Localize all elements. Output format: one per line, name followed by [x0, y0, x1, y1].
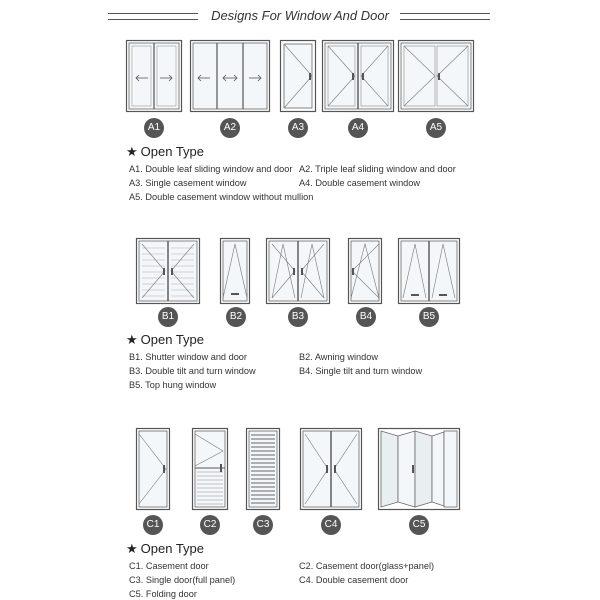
desc-a4: A4. Double casement window: [299, 178, 421, 188]
open-type-heading-c: [126, 541, 204, 557]
badge-b3: B3: [288, 307, 308, 327]
badge-c3: C3: [253, 515, 273, 535]
desc-c3: C3. Single door(full panel): [129, 575, 236, 585]
page-title-text: Designs For Window And Door: [203, 8, 397, 23]
diagram-a5-double-casement-no-mullion: [398, 40, 474, 112]
diagram-c3-single-door-full-panel: [246, 428, 280, 510]
diagram-c5-folding-door: [378, 428, 460, 510]
diagram-a2-triple-sliding-window: [190, 40, 270, 112]
badge-c4: C4: [321, 515, 341, 535]
diagram-b2-awning-window: [220, 238, 250, 304]
desc-a5: A5. Double casement window without mullion: [129, 192, 314, 202]
diagram-b3-double-tilt-turn-window: [266, 238, 330, 304]
open-type-label: Open Type: [140, 144, 205, 159]
desc-b1: B1. Shutter window and door: [129, 352, 247, 362]
star-icon: ★: [126, 144, 138, 159]
badge-a3: A3: [288, 118, 308, 138]
diagram-a1-double-sliding-window: [126, 40, 182, 112]
desc-c5: C5. Folding door: [129, 589, 197, 599]
desc-a2: A2. Triple leaf sliding window and door: [299, 164, 456, 174]
diagram-b4-single-tilt-turn-window: [348, 238, 382, 304]
desc-c1: C1. Casement door: [129, 561, 209, 571]
diagram-c4-double-casement-door: [300, 428, 362, 510]
badge-c2: C2: [200, 515, 220, 535]
badge-a1: A1: [144, 118, 164, 138]
star-icon: ★: [126, 541, 138, 556]
badge-b4: B4: [356, 307, 376, 327]
desc-a3: A3. Single casement window: [129, 178, 247, 188]
open-type-label: Open Type: [140, 541, 205, 556]
diagram-b5-top-hung-window: [398, 238, 460, 304]
badge-b1: B1: [158, 307, 178, 327]
desc-c2: C2. Casement door(glass+panel): [299, 561, 435, 571]
badge-c5: C5: [409, 515, 429, 535]
badge-b5: B5: [419, 307, 439, 327]
page-title: [0, 8, 600, 23]
star-icon: ★: [126, 332, 138, 347]
open-type-label: Open Type: [140, 332, 205, 347]
desc-b3: B3. Double tilt and turn window: [129, 366, 256, 376]
desc-b5: B5. Top hung window: [129, 380, 217, 390]
badge-a4: A4: [348, 118, 368, 138]
badge-c1: C1: [143, 515, 163, 535]
diagram-c2-casement-door-glass-panel: [192, 428, 228, 510]
badge-a5: A5: [426, 118, 446, 138]
open-type-heading-a: [126, 144, 204, 160]
open-type-heading-b: [126, 332, 204, 348]
diagram-a4-double-casement-window: [322, 40, 394, 112]
diagram-a3-single-casement-window: [280, 40, 316, 112]
badge-b2: B2: [226, 307, 246, 327]
page-header: [0, 8, 600, 28]
desc-b2: B2. Awning window: [299, 352, 378, 362]
diagram-c1-casement-door: [136, 428, 170, 510]
desc-a1: A1. Double leaf sliding window and door: [129, 164, 293, 174]
desc-c4: C4. Double casement door: [299, 575, 409, 585]
badge-a2: A2: [220, 118, 240, 138]
desc-b4: B4. Single tilt and turn window: [299, 366, 423, 376]
diagram-b1-shutter-window: [136, 238, 200, 304]
